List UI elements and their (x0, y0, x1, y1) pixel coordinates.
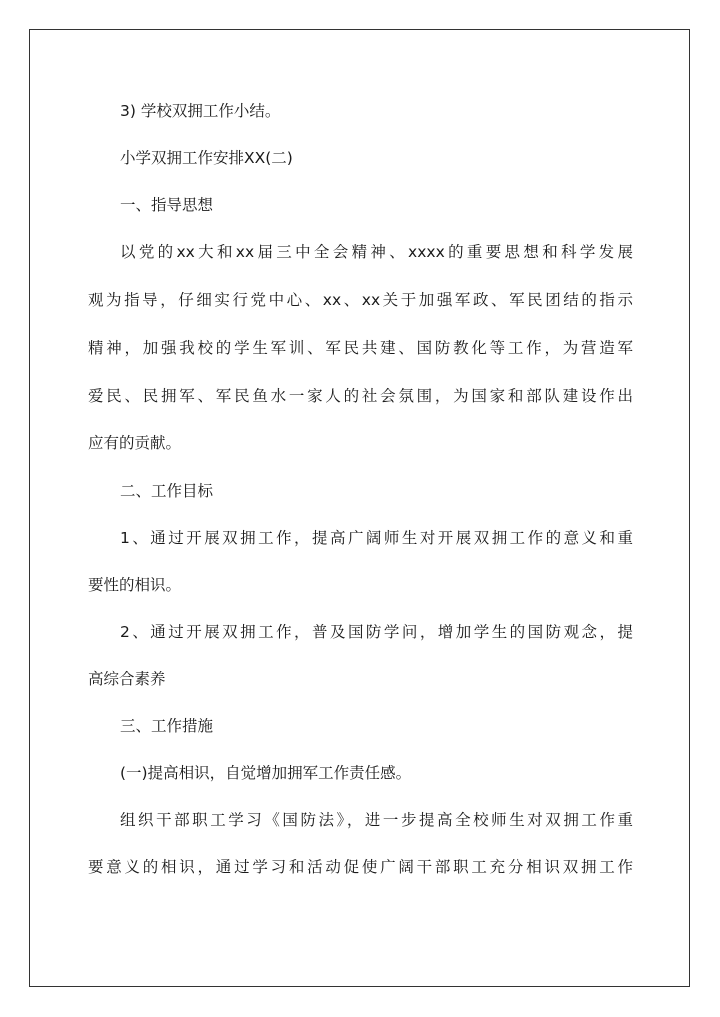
text-line-school-summary: 3) 学校双拥工作小结。 (120, 102, 281, 120)
paragraph-line: 精神，加强我校的学生军训、军民共建、国防教化等工作，为营造军 (88, 339, 633, 357)
subsection-heading-raise-awareness: (一)提高相识，自觉增加拥军工作责任感。 (120, 764, 412, 782)
section-heading-arrangement: 小学双拥工作安排XX(二) (120, 149, 293, 167)
section-heading-work-goals: 二、工作目标 (120, 482, 214, 500)
section-heading-work-measures: 三、工作措施 (120, 717, 214, 735)
paragraph-line: 2、通过开展双拥工作，普及国防学问，增加学生的国防观念，提 (120, 623, 633, 641)
paragraph-line: 爱民、民拥军、军民鱼水一家人的社会氛围，为国家和部队建设作出 (88, 387, 633, 405)
paragraph-line: 应有的贡献。 (88, 434, 182, 452)
page-frame (29, 29, 690, 987)
paragraph-line: 观为指导，仔细实行党中心、xx、xx关于加强军政、军民团结的指示 (88, 291, 633, 309)
paragraph-line: 要性的相识。 (88, 576, 182, 594)
paragraph-line: 1、通过开展双拥工作，提高广阔师生对开展双拥工作的意义和重 (120, 529, 633, 547)
paragraph-line: 以党的xx大和xx届三中全会精神、xxxx的重要思想和科学发展 (120, 243, 633, 261)
section-heading-guiding-ideology: 一、指导思想 (120, 196, 214, 214)
paragraph-line: 高综合素养 (88, 670, 166, 688)
paragraph-line: 组织干部职工学习《国防法》，进一步提高全校师生对双拥工作重 (120, 811, 633, 829)
paragraph-line: 要意义的相识，通过学习和活动促使广阔干部职工充分相识双拥工作 (88, 858, 633, 876)
